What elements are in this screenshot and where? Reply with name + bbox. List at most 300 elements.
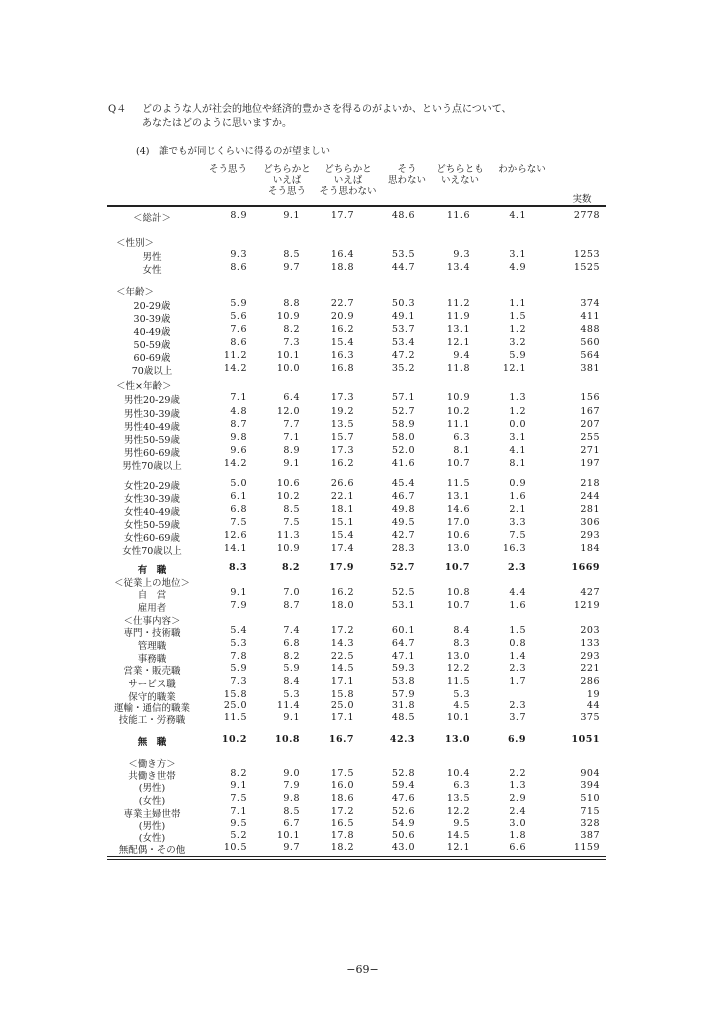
table-row	[0, 543, 725, 556]
percent-cell: 59.3	[391, 663, 415, 674]
row-label: 専業主婦世帯	[123, 809, 181, 820]
table-row	[0, 350, 725, 363]
count-cell: 1669	[571, 562, 600, 573]
percent-cell: 16.2	[330, 587, 354, 598]
percent-cell: 46.7	[391, 491, 415, 502]
percent-cell: 5.3	[230, 638, 247, 649]
question-line-2: あなたはどのように思いますか。	[142, 118, 292, 129]
percent-cell: 13.5	[330, 419, 354, 430]
percent-cell: 16.7	[328, 734, 354, 745]
percent-cell: 7.4	[283, 625, 300, 636]
percent-cell: 2.3	[509, 663, 526, 674]
count-cell: 293	[580, 651, 600, 662]
percent-cell: 5.0	[230, 478, 247, 489]
percent-cell: 16.5	[330, 818, 354, 829]
percent-cell: 5.9	[509, 350, 526, 361]
row-label: 60-69歳	[133, 353, 171, 364]
percent-cell: 0.0	[509, 419, 526, 430]
percent-cell: 52.8	[391, 768, 415, 779]
percent-cell: 9.1	[283, 458, 300, 469]
row-label: 女性50-59歳	[124, 520, 180, 531]
table-row	[0, 419, 725, 432]
percent-cell: 7.5	[230, 793, 247, 804]
percent-cell: 1.5	[509, 311, 526, 322]
percent-cell: 9.1	[283, 712, 300, 723]
count-cell: 156	[580, 392, 600, 403]
percent-cell: 16.4	[330, 249, 354, 260]
percent-cell: 6.8	[230, 504, 247, 515]
percent-cell: 3.1	[509, 249, 526, 260]
percent-cell: 9.7	[283, 842, 300, 853]
row-label: 無 職	[137, 737, 167, 748]
percent-cell: 58.9	[391, 419, 415, 430]
percent-cell: 11.4	[276, 700, 300, 711]
count-cell: 19	[586, 689, 600, 700]
percent-cell: 11.5	[446, 676, 470, 687]
percent-cell: 50.6	[391, 830, 415, 841]
percent-cell: 11.6	[446, 210, 470, 221]
percent-cell: 11.5	[223, 712, 247, 723]
percent-cell: 2.2	[509, 768, 526, 779]
percent-cell: 50.3	[391, 298, 415, 309]
row-label: 保守的職業	[128, 692, 176, 703]
percent-cell: 16.2	[330, 458, 354, 469]
row-label: 事務職	[137, 654, 167, 665]
table-row	[0, 842, 725, 855]
percent-cell: 4.9	[509, 262, 526, 273]
row-label: 専門・技術職	[123, 628, 181, 639]
percent-cell: 7.7	[283, 419, 300, 430]
percent-cell: 6.3	[453, 780, 470, 791]
percent-cell: 8.7	[283, 600, 300, 611]
percent-cell: 5.2	[230, 830, 247, 841]
table-row	[0, 793, 725, 806]
percent-cell: 9.5	[453, 818, 470, 829]
row-label: 共働き世帯	[128, 771, 176, 782]
percent-cell: 7.1	[230, 392, 247, 403]
percent-cell: 14.5	[330, 663, 354, 674]
percent-cell: 3.7	[509, 712, 526, 723]
percent-cell: 15.1	[330, 517, 354, 528]
percent-cell: 5.4	[230, 625, 247, 636]
percent-cell: 17.3	[330, 392, 354, 403]
row-label: ＜性別＞	[116, 238, 155, 249]
percent-cell: 11.5	[446, 478, 470, 489]
percent-cell: 14.1	[223, 543, 247, 554]
percent-cell: 47.6	[391, 793, 415, 804]
percent-cell: 7.9	[283, 780, 300, 791]
percent-cell: 4.4	[509, 587, 526, 598]
percent-cell: 9.3	[453, 249, 470, 260]
row-label: (女性)	[138, 796, 166, 807]
table-row	[0, 262, 725, 275]
percent-cell: 8.4	[283, 676, 300, 687]
row-label: 雇用者	[137, 603, 167, 614]
percent-cell: 10.6	[446, 530, 470, 541]
row-label: (男性)	[138, 783, 166, 794]
percent-cell: 47.1	[391, 651, 415, 662]
percent-cell: 6.8	[283, 638, 300, 649]
table-row	[0, 378, 725, 391]
row-label: 有 職	[137, 565, 167, 576]
percent-cell: 17.9	[328, 562, 354, 573]
percent-cell: 16.2	[330, 324, 354, 335]
percent-cell: 25.0	[330, 700, 354, 711]
percent-cell: 49.5	[391, 517, 415, 528]
row-label: 無配偶・その他	[118, 845, 186, 856]
percent-cell: 1.2	[509, 406, 526, 417]
row-label: サービス職	[128, 679, 176, 690]
row-label: 管理職	[137, 641, 167, 652]
count-cell: 2778	[573, 210, 600, 221]
percent-cell: 7.3	[283, 337, 300, 348]
table-row	[0, 311, 725, 324]
row-label: ＜総計＞	[132, 213, 171, 224]
percent-cell: 53.5	[391, 249, 415, 260]
percent-cell: 1.4	[509, 651, 526, 662]
row-label: 20-29歳	[133, 301, 171, 312]
table-row	[0, 249, 725, 262]
table-row	[0, 734, 725, 747]
column-header-line: そう	[397, 164, 417, 175]
percent-cell: 9.1	[230, 587, 247, 598]
table-row	[0, 337, 725, 350]
row-label: 男性60-69歳	[124, 448, 180, 459]
percent-cell: 1.3	[509, 392, 526, 403]
percent-cell: 6.9	[507, 734, 526, 745]
count-cell: 411	[580, 311, 600, 322]
row-label: (女性)	[138, 833, 166, 844]
percent-cell: 18.2	[330, 842, 354, 853]
percent-cell: 10.2	[446, 406, 470, 417]
percent-cell: 10.8	[446, 587, 470, 598]
row-label: 男性50-59歳	[124, 435, 180, 446]
column-header-line: どちらかと	[263, 164, 311, 175]
row-label: 営業・販売職	[123, 666, 181, 677]
percent-cell: 12.0	[276, 406, 300, 417]
percent-cell: 9.6	[230, 445, 247, 456]
row-label: ＜働き方＞	[128, 759, 176, 770]
count-cell: 374	[580, 298, 600, 309]
table-row	[0, 504, 725, 517]
percent-cell: 15.4	[330, 337, 354, 348]
percent-cell: 17.8	[330, 830, 354, 841]
count-cell: 510	[580, 793, 600, 804]
count-cell: 218	[580, 478, 600, 489]
percent-cell: 15.8	[330, 689, 354, 700]
percent-cell: 2.1	[509, 504, 526, 515]
percent-cell: 16.0	[330, 780, 354, 791]
table-row	[0, 458, 725, 471]
table-row	[0, 517, 725, 530]
percent-cell: 8.4	[453, 625, 470, 636]
percent-cell: 22.5	[330, 651, 354, 662]
percent-cell: 17.5	[330, 768, 354, 779]
row-label: 技能工・労務職	[118, 715, 186, 726]
table-row	[0, 432, 725, 445]
percent-cell: 17.2	[330, 806, 354, 817]
column-header-line: そう思う	[267, 186, 306, 197]
column-header-line: 実数	[572, 194, 592, 205]
subquestion-text: (4) 誰でもが同じくらいに得るのが望ましい	[136, 146, 330, 157]
percent-cell: 10.7	[446, 600, 470, 611]
column-header-line: どちらとも	[436, 164, 484, 175]
percent-cell: 8.9	[230, 210, 247, 221]
percent-cell: 49.1	[391, 311, 415, 322]
table-row	[0, 587, 725, 600]
count-cell: 715	[580, 806, 600, 817]
percent-cell: 1.1	[509, 298, 526, 309]
percent-cell: 13.4	[446, 262, 470, 273]
percent-cell: 43.0	[391, 842, 415, 853]
count-cell: 381	[580, 363, 600, 374]
count-cell: 133	[580, 638, 600, 649]
row-label: ＜仕事内容＞	[123, 616, 181, 627]
percent-cell: 59.4	[391, 780, 415, 791]
percent-cell: 52.5	[391, 587, 415, 598]
table-row	[0, 712, 725, 725]
percent-cell: 13.1	[446, 491, 470, 502]
count-cell: 293	[580, 530, 600, 541]
percent-cell: 11.1	[446, 419, 470, 430]
row-label: 女性70歳以上	[122, 546, 182, 557]
percent-cell: 1.6	[509, 600, 526, 611]
percent-cell: 28.3	[391, 543, 415, 554]
percent-cell: 12.2	[446, 806, 470, 817]
count-cell: 184	[580, 543, 600, 554]
count-cell: 197	[580, 458, 600, 469]
percent-cell: 8.5	[283, 504, 300, 515]
percent-cell: 16.8	[330, 363, 354, 374]
percent-cell: 5.9	[230, 298, 247, 309]
percent-cell: 54.9	[391, 818, 415, 829]
percent-cell: 1.5	[509, 625, 526, 636]
percent-cell: 7.5	[230, 517, 247, 528]
percent-cell: 48.5	[391, 712, 415, 723]
percent-cell: 41.6	[391, 458, 415, 469]
percent-cell: 57.9	[391, 689, 415, 700]
percent-cell: 8.3	[228, 562, 247, 573]
row-label: 男性70歳以上	[122, 461, 182, 472]
table-row	[0, 445, 725, 458]
row-label: 50-59歳	[133, 340, 171, 351]
percent-cell: 6.1	[230, 491, 247, 502]
percent-cell: 9.0	[283, 768, 300, 779]
percent-cell: 53.1	[391, 600, 415, 611]
percent-cell: 15.4	[330, 530, 354, 541]
count-cell: 281	[580, 504, 600, 515]
count-cell: 306	[580, 517, 600, 528]
percent-cell: 42.3	[389, 734, 415, 745]
percent-cell: 10.5	[223, 842, 247, 853]
column-header-line: わからない	[498, 164, 546, 175]
percent-cell: 12.1	[446, 842, 470, 853]
row-label: 女性40-49歳	[124, 507, 180, 518]
percent-cell: 9.8	[230, 432, 247, 443]
percent-cell: 2.3	[507, 562, 526, 573]
table-row	[0, 210, 725, 223]
percent-cell: 25.0	[223, 700, 247, 711]
count-cell: 203	[580, 625, 600, 636]
percent-cell: 8.7	[230, 419, 247, 430]
percent-cell: 58.0	[391, 432, 415, 443]
percent-cell: 14.3	[330, 638, 354, 649]
percent-cell: 53.8	[391, 676, 415, 687]
percent-cell: 7.3	[230, 676, 247, 687]
percent-cell: 52.6	[391, 806, 415, 817]
percent-cell: 53.7	[391, 324, 415, 335]
table-row	[0, 491, 725, 504]
percent-cell: 13.1	[446, 324, 470, 335]
percent-cell: 4.1	[509, 445, 526, 456]
percent-cell: 1.3	[509, 780, 526, 791]
percent-cell: 3.3	[509, 517, 526, 528]
percent-cell: 9.8	[283, 793, 300, 804]
row-label: 男性30-39歳	[124, 409, 180, 420]
percent-cell: 16.3	[502, 543, 526, 554]
table-row	[0, 284, 725, 297]
question-number: Q４	[108, 104, 127, 115]
count-cell: 44	[586, 700, 600, 711]
percent-cell: 14.2	[223, 458, 247, 469]
percent-cell: 6.6	[509, 842, 526, 853]
percent-cell: 10.7	[446, 458, 470, 469]
percent-cell: 8.2	[283, 324, 300, 335]
percent-cell: 7.5	[283, 517, 300, 528]
percent-cell: 0.9	[509, 478, 526, 489]
percent-cell: 2.3	[509, 700, 526, 711]
percent-cell: 17.2	[330, 625, 354, 636]
count-cell: 328	[580, 818, 600, 829]
percent-cell: 10.2	[221, 734, 247, 745]
percent-cell: 26.6	[330, 478, 354, 489]
column-header-line: どちらかと	[324, 164, 372, 175]
count-cell: 394	[580, 780, 600, 791]
row-label: 40-49歳	[133, 327, 171, 338]
percent-cell: 52.0	[391, 445, 415, 456]
percent-cell: 3.0	[509, 818, 526, 829]
row-label: 女性30-39歳	[124, 494, 180, 505]
percent-cell: 10.6	[276, 478, 300, 489]
percent-cell: 64.7	[391, 638, 415, 649]
percent-cell: 14.2	[223, 363, 247, 374]
percent-cell: 4.5	[453, 700, 470, 711]
table-row	[0, 235, 725, 248]
percent-cell: 5.3	[283, 689, 300, 700]
count-cell: 1253	[573, 249, 600, 260]
percent-cell: 10.7	[444, 562, 470, 573]
percent-cell: 2.4	[509, 806, 526, 817]
table-row	[0, 676, 725, 689]
percent-cell: 4.1	[509, 210, 526, 221]
count-cell: 564	[580, 350, 600, 361]
percent-cell: 9.7	[283, 262, 300, 273]
row-label: 男性	[142, 252, 162, 263]
percent-cell: 14.6	[446, 504, 470, 515]
percent-cell: 8.1	[509, 458, 526, 469]
table-row	[0, 530, 725, 543]
percent-cell: 45.4	[391, 478, 415, 489]
percent-cell: 52.7	[389, 562, 415, 573]
percent-cell: 12.6	[223, 530, 247, 541]
percent-cell: 7.9	[230, 600, 247, 611]
percent-cell: 3.2	[509, 337, 526, 348]
percent-cell: 6.7	[283, 818, 300, 829]
percent-cell: 10.9	[276, 543, 300, 554]
percent-cell: 53.4	[391, 337, 415, 348]
page-number: −69−	[346, 963, 379, 976]
percent-cell: 1.2	[509, 324, 526, 335]
percent-cell: 10.2	[276, 491, 300, 502]
percent-cell: 9.1	[230, 780, 247, 791]
row-label: 運輸・通信的職業	[113, 703, 190, 714]
percent-cell: 1.7	[509, 676, 526, 687]
percent-cell: 7.1	[283, 432, 300, 443]
percent-cell: 7.6	[230, 324, 247, 335]
table-row	[0, 625, 725, 638]
percent-cell: 3.1	[509, 432, 526, 443]
count-cell: 1051	[571, 734, 600, 745]
percent-cell: 47.2	[391, 350, 415, 361]
percent-cell: 10.9	[276, 311, 300, 322]
percent-cell: 15.7	[330, 432, 354, 443]
percent-cell: 10.8	[274, 734, 300, 745]
count-cell: 207	[580, 419, 600, 430]
percent-cell: 5.9	[230, 663, 247, 674]
table-row	[0, 478, 725, 491]
percent-cell: 8.8	[283, 298, 300, 309]
percent-cell: 22.1	[330, 491, 354, 502]
column-header-line: 思わない	[387, 175, 426, 186]
percent-cell: 8.6	[230, 337, 247, 348]
percent-cell: 8.2	[283, 651, 300, 662]
percent-cell: 10.1	[446, 712, 470, 723]
percent-cell: 18.6	[330, 793, 354, 804]
percent-cell: 17.4	[330, 543, 354, 554]
table-row	[0, 363, 725, 376]
percent-cell: 19.2	[330, 406, 354, 417]
percent-cell: 2.9	[509, 793, 526, 804]
percent-cell: 57.1	[391, 392, 415, 403]
percent-cell: 5.3	[453, 689, 470, 700]
count-cell: 1159	[573, 842, 600, 853]
percent-cell: 10.9	[446, 392, 470, 403]
row-label: (男性)	[138, 821, 166, 832]
row-label: ＜従業上の地位＞	[113, 578, 190, 589]
row-label: 女性60-69歳	[124, 533, 180, 544]
percent-cell: 8.6	[230, 262, 247, 273]
percent-cell: 12.1	[446, 337, 470, 348]
percent-cell: 10.0	[276, 363, 300, 374]
table-row	[0, 780, 725, 793]
percent-cell: 10.1	[276, 830, 300, 841]
column-header-line: そう思う	[208, 164, 247, 175]
percent-cell: 60.1	[391, 625, 415, 636]
percent-cell: 7.5	[509, 530, 526, 541]
percent-cell: 7.0	[283, 587, 300, 598]
table-row	[0, 600, 725, 613]
percent-cell: 8.2	[281, 562, 300, 573]
percent-cell: 18.0	[330, 600, 354, 611]
percent-cell: 0.8	[509, 638, 526, 649]
count-cell: 244	[580, 491, 600, 502]
percent-cell: 17.1	[330, 676, 354, 687]
percent-cell: 8.9	[283, 445, 300, 456]
table-row	[0, 638, 725, 651]
table-row	[0, 392, 725, 405]
percent-cell: 17.3	[330, 445, 354, 456]
table-row	[0, 298, 725, 311]
